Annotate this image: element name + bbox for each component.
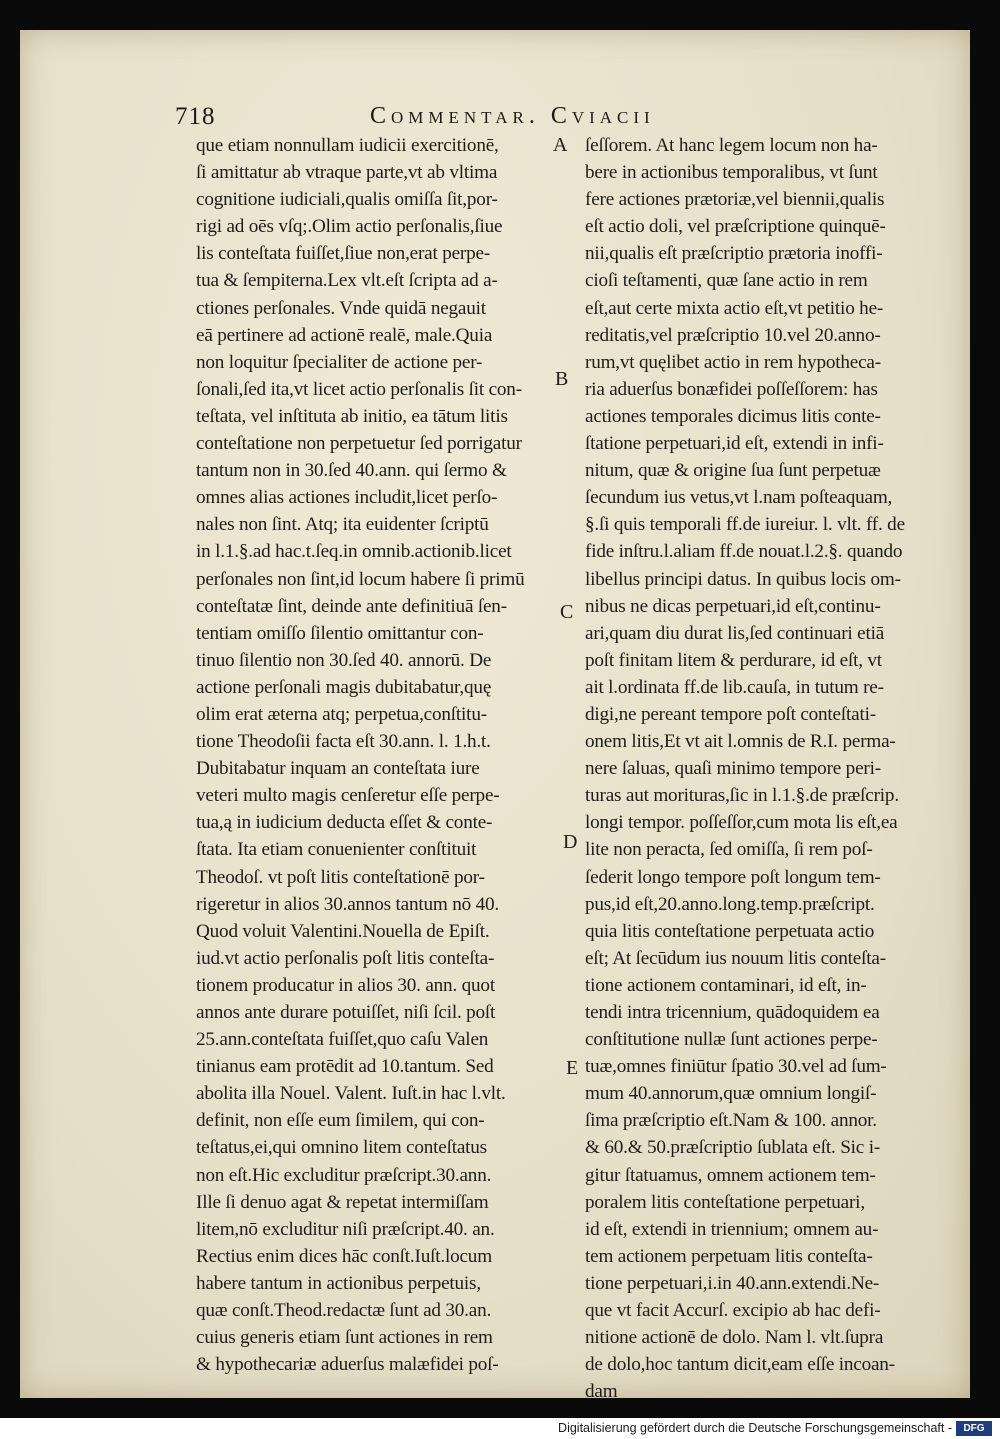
text-line: onem litis,Et vt ait l.omnis de R.I. perma- (585, 731, 896, 753)
text-line: id eſt, extendi in triennium; omnem au- (585, 1218, 879, 1240)
text-line: non loquitur ſpecialiter de actione per- (196, 351, 483, 373)
text-line: tendi intra tricennium, quādoquidem ea (585, 1002, 880, 1023)
text-line: que etiam nonnullam iudicii exercitionē, (196, 135, 499, 156)
text-line: non eſt.Hic excluditur præſcript.30.ann. (196, 1164, 492, 1186)
text-line: mum 40.annorum,quæ omnium longiſ- (585, 1083, 877, 1105)
text-line: ſtata. Ita etiam conuenienter conſtituit (196, 839, 477, 861)
text-line: pus,id eſt,20.anno.long.temp.præſcript. (585, 893, 875, 915)
text-line: teſtata, vel inſtituta ab initio, ea tātum litis (196, 405, 508, 427)
right-text-column (585, 132, 955, 1405)
text-line: veteri multo magis cenſeretur eſſe perpe- (196, 785, 500, 807)
text-line: Ille ſi denuo agat & repetat intermiſſam (196, 1191, 489, 1213)
text-line: definit, non eſſe eum ſimilem, qui con- (196, 1110, 485, 1132)
text-line: eſt,aut certe mixta actio eſt,vt petitio he- (585, 297, 884, 319)
text-line: fere actiones prætoriæ,vel biennii,qualis (585, 189, 885, 211)
text-line: conteſtatæ ſint, deinde ante definitiuā ſen- (196, 595, 507, 617)
text-line: lis conteſtata fuiſſet,ſiue non,erat perpe- (196, 243, 491, 265)
text-line: §.ſi quis temporali ff.de iureiur. l. vlt. ff. de (585, 514, 905, 536)
text-line: eā pertinere ad actionē realē, male.Quia (196, 324, 493, 346)
text-line: tinianus eam protēdit ad 10.tantum. Sed (196, 1056, 494, 1078)
page-number: 718 (175, 103, 216, 130)
text-line: ſtatione perpetuari,id eſt, extendi in infi- (585, 433, 884, 455)
text-line: gitur ſtatuamus, omnem actionem tem- (585, 1164, 876, 1186)
text-line: perſonales non ſint,id locum habere ſi primū (196, 568, 525, 590)
text-line: tua,ą in iudicium deducta eſſet & conte- (196, 812, 493, 834)
text-line: ſima præſcriptio eſt.Nam & 100. annor. (585, 1110, 877, 1132)
text-line: cognitione iudiciali,qualis omiſſa ſit,por- (196, 189, 498, 211)
text-line: teſtatus,ei,qui omnino litem conteſtatus (196, 1137, 487, 1159)
text-line: 25.ann.conteſtata fuiſſet,quo caſu Valen (196, 1029, 489, 1051)
text-line: Rectius enim dices hāc conſt.Iuſt.locum (196, 1245, 492, 1267)
text-line: actiones temporales dicimus litis conte- (585, 405, 881, 427)
text-line: litem,nō excluditur niſi præſcript.40. an. (196, 1218, 495, 1240)
text-line: nibus ne dicas perpetuari,id eſt,continu- (585, 595, 881, 617)
text-line: conteſtatione non perpetuetur ſed porrigatur (196, 433, 522, 455)
text-line: tantum non in 30.ſed 40.ann. qui ſermo & (196, 460, 507, 482)
text-line: nere ſaluas, quaſi minimo tempore peri- (585, 758, 881, 780)
text-line: ſeſſorem. At hanc legem locum non ha- (585, 135, 878, 156)
text-line: lite non peracta, ſed omiſſa, ſi rem poſ- (585, 839, 873, 861)
text-line: Dubitabatur inquam an conteſtata iure (196, 758, 480, 780)
text-line: nii,qualis eſt præſcriptio prætoria inoffi- (585, 243, 883, 265)
text-line: actione perſonali magis dubitabatur,quę (196, 676, 492, 698)
text-line: poſt finitam litem & perdurare, id eſt, vt (585, 649, 882, 671)
text-line: cuius generis etiam ſunt actiones in rem (196, 1327, 493, 1349)
margin-letter-e: E (566, 1057, 579, 1079)
text-line: abolita illa Nouel. Valent. Iuſt.in hac l.vlt. (196, 1083, 506, 1105)
text-line: tinuo ſilentio non 30.ſed 40. annorū. De (196, 649, 492, 671)
text-line: longi tempor. poſſeſſor,cum mota lis eſt,ea (585, 812, 898, 834)
text-line: dam (585, 1381, 618, 1403)
text-line: rigeretur in alios 30.annos tantum nō 40. (196, 893, 500, 915)
text-line: turas aut morituras,ſic in l.1.§.de præſcrip. (585, 785, 899, 807)
text-line: fide inſtru.l.aliam ff.de nouat.l.2.§. quando (585, 541, 903, 563)
text-line: quæ conſt.Theod.redactæ ſunt ad 30.an. (196, 1300, 492, 1322)
text-line: annos ante durare potuiſſet, niſi ſcil. poſt (196, 1002, 496, 1023)
text-line: libellus principi datus. In quibus locis om- (585, 568, 901, 590)
text-line: nitum, quæ & origine ſua ſunt perpetuæ (585, 460, 881, 482)
text-line: tuæ,omnes finiūtur ſpatio 30.vel ad ſum- (585, 1056, 887, 1078)
text-line: iud.vt actio perſonalis poſt litis conteſta- (196, 947, 495, 969)
text-line: nales non ſint. Atq; ita euidenter ſcriptū (196, 514, 489, 536)
text-line: tentiam omiſſo ſilentio omittantur con- (196, 622, 484, 644)
text-line: in l.1.§.ad hac.t.ſeq.in omnib.actionib.licet (196, 541, 512, 563)
text-line: digi,ne pereant tempore poſt conteſtati- (585, 703, 876, 725)
text-line: ria aduerſus bonæfidei poſſeſſorem: has (585, 378, 878, 400)
text-line: ari,quam diu durat lis,ſed continuari etiā (585, 622, 885, 644)
left-text-column (196, 132, 558, 1378)
text-line: rigi ad oēs vſq;.Olim actio perſonalis,ſiue (196, 216, 503, 238)
text-line: Quod voluit Valentini.Nouella de Epiſt. (196, 920, 490, 942)
text-line: conſtitutione nullæ ſunt actiones perpe- (585, 1029, 878, 1051)
footer-credit-text: Digitalisierung gefördert durch die Deutsche Forschungsgemeinschaft - (558, 1421, 952, 1435)
text-line: ait l.ordinata ff.de lib.cauſa, in tutum re- (585, 676, 884, 698)
text-line: & 60.& 50.præſcriptio ſublata eſt. Sic i- (585, 1137, 881, 1159)
running-head (175, 103, 965, 131)
margin-letter-d: D (563, 831, 578, 853)
text-line: eſt actio doli, vel præſcriptione quinquē- (585, 216, 886, 238)
text-line: rum,vt quęlibet actio in rem hypotheca- (585, 351, 881, 373)
text-line: omnes alias actiones includit,licet perſo- (196, 487, 498, 509)
text-line: ſi amittatur ab vtraque parte,vt ab vltima (196, 162, 498, 184)
text-line: habere tantum in actionibus perpetuis, (196, 1272, 481, 1294)
text-line: que vt facit Accurſ. excipio ab hac defi- (585, 1300, 881, 1322)
text-line: tionem producatur in alios 30. ann. quot (196, 974, 495, 996)
running-title: Commentar. Cviacii (370, 103, 655, 129)
text-line: ſonali,ſed ita,vt licet actio perſonalis ſit con- (196, 378, 522, 400)
text-line: tione Theodoſii facta eſt 30.ann. l. 1.h.t. (196, 731, 491, 753)
digitization-footer (0, 1418, 1000, 1439)
text-line: & hypothecariæ aduerſus malæfidei poſ- (196, 1354, 499, 1376)
dfg-logo: DFG (956, 1421, 992, 1436)
text-line: bere in actionibus temporalibus, vt ſunt (585, 162, 878, 184)
text-line: ſecundum ius vetus,vt l.nam poſteaquam, (585, 487, 893, 509)
text-line: ſederit longo tempore poſt longum tem- (585, 866, 881, 888)
text-line: tione perpetuari,i.in 40.ann.extendi.Ne- (585, 1272, 880, 1294)
text-line: tem actionem perpetuam litis conteſta- (585, 1245, 873, 1267)
text-line: Theodoſ. vt poſt litis conteſtationē por- (196, 866, 485, 888)
text-line: olim erat æterna atq; perpetua,conſtitu- (196, 703, 487, 725)
text-line: reditatis,vel præſcriptio 10.vel 20.anno- (585, 324, 881, 346)
text-line: tua & ſempiterna.Lex vlt.eſt ſcripta ad a- (196, 270, 498, 292)
text-line: tione actionem contaminari, id eſt, in- (585, 974, 867, 996)
text-line: ctiones perſonales. Vnde quidā negauit (196, 297, 486, 319)
text-line: cioſi teſtamenti, quæ ſane actio in rem (585, 270, 868, 292)
text-line: quia litis conteſtatione perpetuata actio (585, 920, 875, 942)
text-line: eſt; At ſecūdum ius nouum litis conteſta- (585, 947, 886, 969)
margin-letter-a: A (553, 134, 568, 156)
text-line: poralem litis conteſtatione perpetuari, (585, 1191, 865, 1213)
text-line: nitione actionē de dolo. Nam l. vlt.ſupra (585, 1327, 884, 1349)
text-line: de dolo,hoc tantum dicit,eam eſſe incoan- (585, 1354, 895, 1376)
margin-letter-b: B (555, 368, 569, 390)
margin-letter-c: C (560, 601, 574, 623)
